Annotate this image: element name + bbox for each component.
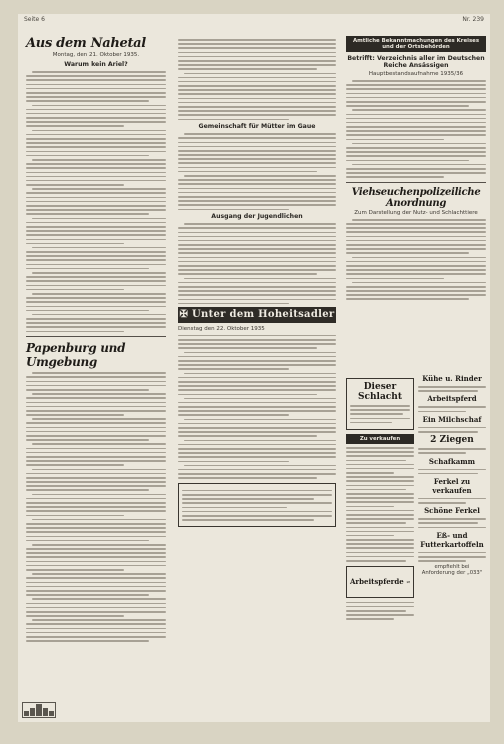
- folio-right: Nr. 239: [462, 16, 484, 23]
- eagle-icon: ✠: [179, 308, 192, 320]
- ad-schafkamm-body: [418, 469, 486, 475]
- eagle-banner: [178, 307, 336, 323]
- ads-right-col: [418, 374, 486, 576]
- mid-boxed-notice: [178, 483, 336, 528]
- mid-box-body: [182, 490, 332, 521]
- ad-verkaufen-body: [346, 447, 414, 562]
- ad-arbeitspferde: [346, 566, 414, 598]
- notice-body: [346, 80, 486, 178]
- section-dateline: Montag, den 21. Oktober 1935.: [52, 52, 140, 58]
- ad-milchschaf-body: [418, 427, 486, 433]
- mid-heading-1: Gemeinschaft für Mütter im Gaue: [198, 123, 316, 131]
- ad-ferkel-body: [418, 498, 486, 504]
- newspaper-page: [18, 14, 490, 722]
- divider: [26, 336, 166, 337]
- section-title-nahetal: Aus dem Nahetal: [26, 36, 146, 51]
- market-body: [346, 219, 486, 300]
- ad-schoene-ferkel-body: [418, 518, 486, 528]
- ad-milchschaf: Ein Milchschaf: [422, 414, 482, 424]
- ads-left-col: [346, 374, 414, 623]
- left-column: [26, 36, 166, 644]
- notice-title: Betrifft: Verzeichnis aller im Deutschen Reiche Ansässigen: [347, 55, 485, 69]
- ad-ziegen: 2 Ziegen: [430, 435, 474, 446]
- section-title-papenburg: Papenburg und Umgebung: [26, 341, 126, 370]
- ad-ziegen-body: [418, 448, 486, 454]
- ad-schlacht-body: [350, 405, 410, 423]
- dates-head: Dienstag den 22. Oktober 1935: [178, 325, 265, 332]
- ad-bottom-body: [346, 602, 414, 620]
- ad-verkaufen-banner: Zu verkaufen: [346, 434, 414, 444]
- notice-sub: Hauptbestandsaufnahme 1935/36: [368, 71, 464, 77]
- market-title: Viehseuchenpolizeiliche Anordnung: [351, 186, 481, 209]
- ad-schlacht: [346, 378, 414, 430]
- notices-banner: Amtliche Bekanntmachungen des Kreises und der Ortsbehörden: [346, 36, 486, 52]
- article-body-mid-1: [178, 39, 336, 120]
- market-sub: Zum Darstellung der Nutz- und Schlachttiere: [354, 209, 478, 216]
- ad-kartoffeln-body: [418, 552, 486, 562]
- ad-ferkel: Ferkel zu verkaufen: [432, 476, 472, 495]
- horse-icon: [406, 570, 410, 594]
- library-stamp-icon: [22, 702, 56, 718]
- middle-column: [178, 36, 336, 527]
- right-column: [346, 36, 486, 303]
- ad-kuehe: Kühe u. Rinder: [422, 374, 482, 383]
- ad-kartoffeln: Eß- und Futterkartoffeln: [420, 530, 484, 549]
- article-body-2: [26, 372, 166, 642]
- ad-schlacht-title: Dieser Schlacht: [358, 382, 402, 402]
- article-body: [26, 71, 166, 332]
- ad-foot: empfiehlt bei Anforderung der „033": [421, 564, 483, 577]
- folio-left: Seite 6: [24, 16, 45, 23]
- ad-kuehe-body: [418, 386, 486, 392]
- ad-arbeitspferd: Arbeitspferd: [427, 394, 477, 404]
- article-body-mid-2: [178, 133, 336, 210]
- article-subhead: Warum kein Ariel?: [64, 61, 128, 68]
- ad-schafkamm: Schafkamm: [428, 456, 476, 466]
- article-body-mid-3: [178, 223, 336, 304]
- article-body-mid-4: [178, 335, 336, 479]
- eagle-banner-text: Unter dem Hoheitsadler: [192, 308, 335, 320]
- mid-heading-2: Ausgang der Jugendlichen: [211, 213, 303, 221]
- ad-arbeitspferde-title: Arbeitspferde: [350, 577, 404, 587]
- ad-arbeitspferd-body: [418, 406, 486, 412]
- divider-right: [346, 182, 486, 183]
- ad-schoene-ferkel: Schöne Ferkel: [424, 506, 480, 516]
